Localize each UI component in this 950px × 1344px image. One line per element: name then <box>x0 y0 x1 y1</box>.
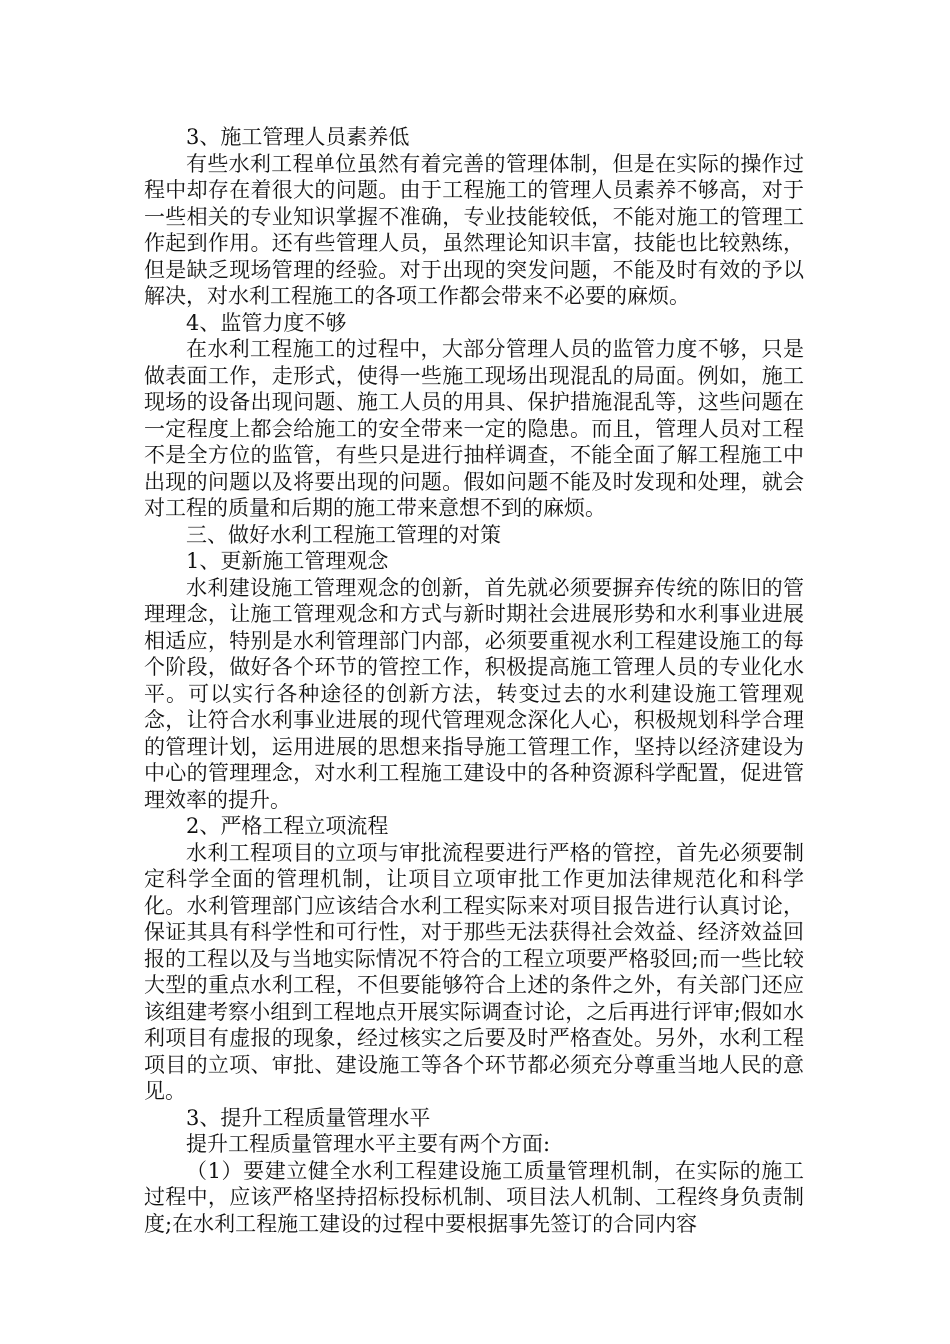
paragraph-quality-item-1: （1）要建立健全水利工程建设施工质量管理机制，在实际的施工过程中，应该严格坚持招标投标机制、项目法人机制、工程终身负责制度;在水利工程施工建设的过程中要根据事先签订的合同内容 <box>144 1158 804 1236</box>
paragraph-management-quality: 有些水利工程单位虽然有着完善的管理体制，但是在实际的操作过程中却存在着很大的问题。由于工程施工的管理人员素养不够高，对于一些相关的专业知识掌握不准确，专业技能较低，不能对施工的管理工作起到作用。还有些管理人员，虽然理论知识丰富，技能也比较熟练，但是缺乏现场管理的经验。对于出现的突发问题，不能及时有效的予以解决，对水利工程施工的各项工作都会带来不必要的麻烦。 <box>144 151 804 308</box>
section-heading-countermeasures: 三、做好水利工程施工管理的对策 <box>186 522 501 547</box>
paragraph-project-approval: 水利工程项目的立项与审批流程要进行严格的管控，首先必须要制定科学全面的管理机制，让项目立项审批工作更加法律规范化和科学化。水利管理部门应该结合水利工程实际来对项目报告进行认真讨论，保证其具有科学性和可行性，对于那些无法获得社会效益、经济效益回报的工程以及与当地实际情况不符合的工程立项要严格驳回;而一些比较大型的重点水利工程，不但要能够符合上述的条件之外，有关部门还应该组建考察小组到工程地点开展实际调查讨论，之后再进行评审;假如水利项目有虚报的现象，经过核实之后要及时严格查处。另外，水利工程项目的立项、审批、建设施工等各个环节都必须充分尊重当地人民的意见。 <box>144 840 804 1103</box>
heading-project-approval: 2、严格工程立项流程 <box>186 814 389 838</box>
heading-management-quality: 3、施工管理人员素养低 <box>186 125 410 149</box>
heading-update-concepts: 1、更新施工管理观念 <box>186 549 389 573</box>
paragraph-update-concepts: 水利建设施工管理观念的创新，首先就必须要摒弃传统的陈旧的管理理念，让施工管理观念和方式与新时期社会进展形势和水利事业进展相适应，特别是水利管理部门内部，必须要重视水利工程建设施工的每个阶段，做好各个环节的管控工作，积极提高施工管理人员的专业化水平。可以实行各种途径的创新方法，转变过去的水利建设施工管理观念，让符合水利事业进展的现代管理观念深化人心，积极规划科学合理的管理计划，运用进展的思想来指导施工管理工作，坚持以经济建设为中心的管理理念，对水利工程施工建设中的各种资源科学配置，促进管理效率的提升。 <box>144 575 804 812</box>
document-body <box>144 124 804 1237</box>
paragraph-supervision: 在水利工程施工的过程中，大部分管理人员的监管力度不够，只是做表面工作，走形式，使得一些施工现场出现混乱的局面。例如，施工现场的设备出现问题、施工人员的用具、保护措施混乱等，这些问题在一定程度上都会给施工的安全带来一定的隐患。而且，管理人员对工程不是全方位的监管，有些只是进行抽样调查，不能全面了解工程施工中出现的问题以及将要出现的问题。假如问题不能及时发现和处理，就会对工程的质量和后期的施工带来意想不到的麻烦。 <box>144 337 804 520</box>
heading-supervision: 4、监管力度不够 <box>186 310 347 335</box>
heading-quality-management: 3、提升工程质量管理水平 <box>186 1105 431 1130</box>
paragraph-quality-intro: 提升工程质量管理水平主要有两个方面: <box>186 1132 551 1156</box>
